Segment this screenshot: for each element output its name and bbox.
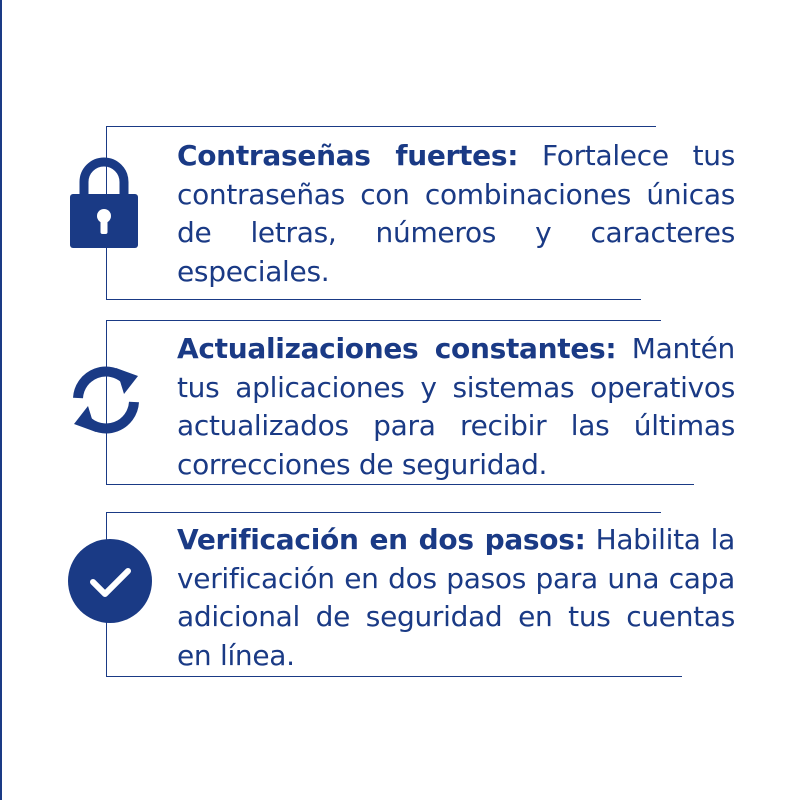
left-edge-divider	[0, 0, 2, 800]
lock-icon	[68, 150, 140, 254]
card-bottom-border	[106, 299, 641, 300]
card-bottom-border	[106, 484, 694, 485]
tip-title: Verificación en dos pasos:	[177, 523, 586, 556]
card-bottom-border	[106, 676, 682, 677]
card-top-border	[106, 320, 661, 321]
tip-title: Actualizaciones constantes:	[177, 332, 617, 365]
tip-body: Fortalece tus contraseñas con combinaciones únicas de letras, números y caracteres especiales.	[177, 139, 735, 288]
checkmark-circle-icon	[66, 537, 154, 629]
card-top-border	[106, 126, 656, 127]
card-top-border	[106, 512, 661, 513]
tip-text	[177, 521, 735, 675]
tip-text	[177, 330, 735, 484]
refresh-icon	[66, 360, 146, 444]
tip-body: Habilita la verificación en dos pasos para una capa adicional de seguridad en tus cuentas en línea.	[177, 523, 735, 672]
tip-text	[177, 137, 735, 291]
tip-body: Mantén tus aplicaciones y sistemas operativos actualizados para recibir las últimas correcciones de seguridad.	[177, 332, 735, 481]
tip-title: Contraseñas fuertes:	[177, 139, 519, 172]
